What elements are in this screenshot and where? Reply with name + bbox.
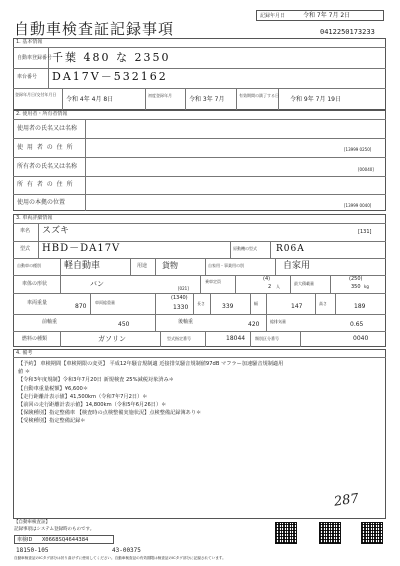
record-date-label: 記録年月日 bbox=[260, 13, 286, 19]
max-load-top: (250) bbox=[349, 276, 363, 282]
expiry-label: 有効期間の満了する日 bbox=[239, 93, 279, 98]
class-number-label: 類別区分番号 bbox=[255, 336, 279, 341]
type-number-value: 18044 bbox=[226, 335, 246, 342]
owner-address-label: 所 有 者 の 住 所 bbox=[17, 181, 74, 188]
type-number-label: 型式指定番号 bbox=[167, 336, 191, 341]
capacity-label: 乗車定員 bbox=[205, 279, 221, 284]
engine-value: R06A bbox=[276, 244, 305, 254]
capacity-value: 2 bbox=[268, 284, 272, 290]
use-label: 用途 bbox=[137, 263, 148, 269]
body-shape-code: [021] bbox=[178, 286, 189, 291]
inspection-id-box bbox=[14, 535, 114, 544]
chassis-number-label: 車台番号 bbox=[17, 74, 38, 80]
capacity-unit: 人 bbox=[276, 284, 280, 289]
gross-weight-top: (1340) bbox=[171, 295, 188, 301]
qr-code-1 bbox=[275, 522, 297, 544]
fuel-label: 燃料の種類 bbox=[22, 336, 48, 342]
remark-line: 【令和3年度規制】令和3年7月20日 新規検査 25%減税対象済み＊ bbox=[18, 377, 174, 384]
displacement-label: 総排気量 bbox=[270, 319, 286, 324]
qr-code-2 bbox=[319, 522, 341, 544]
displacement-value: 0.65 bbox=[350, 321, 364, 328]
first-reg-label: 登録年月日/交付年月日 bbox=[15, 92, 57, 97]
weight-value: 870 bbox=[75, 303, 87, 310]
class-number-value: 0040 bbox=[353, 335, 369, 342]
height-value: 189 bbox=[354, 303, 366, 310]
fuel-value: ガソリン bbox=[98, 335, 126, 343]
section-vehicle-title: 3. 車両詳細情報 bbox=[16, 215, 53, 221]
vehicle-type-label: 自動車の種別 bbox=[17, 263, 41, 268]
footer-code-left: 18150-105 bbox=[16, 547, 49, 554]
inspection-id-value: X0668SQ4644384 bbox=[42, 537, 89, 543]
footer-code-mid: 43-00375 bbox=[112, 547, 141, 554]
length-value: 339 bbox=[222, 303, 234, 310]
base-location-label: 使用の本拠の位置 bbox=[17, 199, 66, 206]
expiry-value: 令和 9年 7月 19日 bbox=[290, 96, 341, 103]
remark-line: 【予約】 車検期間【車検期限の変更】 平成12年騒音規制適 近接排気騒音規制値97dB マフラー加速騒音規制適用 bbox=[18, 361, 284, 367]
remarks-lines bbox=[18, 360, 382, 426]
base-location-code: [13999 0040] bbox=[344, 203, 372, 208]
length-label: 長さ bbox=[197, 301, 205, 306]
record-date-stamp bbox=[256, 10, 384, 21]
capacity-top: (4) bbox=[263, 276, 271, 282]
purpose-value: 自家用 bbox=[283, 261, 311, 271]
weight-label: 車両重量 bbox=[27, 300, 48, 306]
footer-note-label: 【自動車検査証】 bbox=[14, 520, 50, 525]
section-basic-title: 1. 基本情報 bbox=[16, 39, 43, 45]
width-value: 147 bbox=[291, 303, 303, 310]
vehicle-type-value: 軽自動車 bbox=[64, 261, 101, 271]
front-axle-label: 前軸重 bbox=[42, 319, 58, 325]
first-year-value: 令和 3年 7月 bbox=[189, 96, 225, 103]
chassis-number-value: DA17V－532162 bbox=[52, 70, 168, 83]
maker-code: [131] bbox=[358, 229, 372, 235]
maker-label: 車名 bbox=[20, 228, 31, 234]
footer-note: 記録事項はシステム登録時のものです。 bbox=[14, 527, 95, 532]
remark-line: 値 ＊ bbox=[18, 369, 31, 376]
use-value: 貨物 bbox=[162, 261, 178, 270]
document-title: 自動車検査証記録事項 bbox=[14, 20, 175, 38]
owner-code: [00040] bbox=[358, 167, 374, 172]
max-load-value: 350 bbox=[351, 284, 361, 290]
front-axle-value: 450 bbox=[118, 321, 130, 328]
user-code: [13999 0250] bbox=[344, 147, 372, 152]
reg-number-label: 自動車登録番号 bbox=[17, 55, 53, 61]
inspection-id-label: 車検ID bbox=[17, 537, 33, 543]
owner-name-label: 所有者の氏名又は名称 bbox=[17, 163, 78, 170]
remark-line: 【前回の走行距離計表示値】14,800km（令和5年6月26日）＊ bbox=[18, 402, 167, 409]
remark-line: 【自動車重量税額】¥6,600＊ bbox=[18, 385, 89, 392]
body-shape-label: 車体の形状 bbox=[22, 281, 48, 287]
first-reg-value: 令和 4年 4月 8日 bbox=[66, 96, 114, 103]
rear-axle-value: 420 bbox=[248, 321, 260, 328]
reg-number-value: 千葉 480 な 2350 bbox=[52, 51, 171, 64]
gross-weight-value: 1330 bbox=[173, 304, 189, 311]
remark-line: 【走行距離計表示値】41,500km（令和7年7月2日）＊ bbox=[18, 393, 148, 400]
record-date-value: 令和 7年 7月 2日 bbox=[303, 12, 351, 19]
maker-value: スズキ bbox=[42, 226, 70, 236]
height-label: 高さ bbox=[319, 301, 327, 306]
body-shape-value: バン bbox=[90, 280, 104, 288]
width-label: 幅 bbox=[254, 301, 258, 306]
document-number: 0412250173233 bbox=[320, 28, 375, 36]
remark-line: 【受検種別】指定整備記録＊ bbox=[18, 418, 86, 425]
remark-line: 【保険種別】指定整備車 【検査時の点検整備実施状況】点検整備記録簿あり＊ bbox=[18, 410, 202, 417]
footer-bottom-note: 自動車検査証のICタグ部分は折り曲げずに使用してください。自動車検査証の有効期限は検査証のICタグ部分に記録されています。 bbox=[14, 556, 226, 560]
rear-axle-label: 後軸重 bbox=[178, 319, 194, 325]
model-value: HBD－DA17V bbox=[42, 243, 121, 254]
handwritten-signature: 287 bbox=[333, 491, 360, 510]
max-load-unit: kg bbox=[364, 284, 369, 289]
section-remarks-title: 4. 備考 bbox=[16, 350, 33, 356]
user-name-label: 使用者の氏名又は名称 bbox=[17, 125, 78, 132]
qr-code-3 bbox=[361, 522, 383, 544]
gross-weight-label: 車両総重量 bbox=[95, 300, 115, 305]
purpose-label: 自家用・事業用の別 bbox=[208, 263, 244, 268]
first-year-label: 初度登録年月 bbox=[148, 93, 172, 98]
section-owner-title: 2. 使用者・所有者情報 bbox=[16, 111, 68, 117]
model-label: 型式 bbox=[20, 246, 31, 252]
max-load-label: 最大積載量 bbox=[294, 281, 314, 286]
engine-label: 原動機の型式 bbox=[233, 246, 257, 251]
user-address-label: 使 用 者 の 住 所 bbox=[17, 144, 74, 151]
